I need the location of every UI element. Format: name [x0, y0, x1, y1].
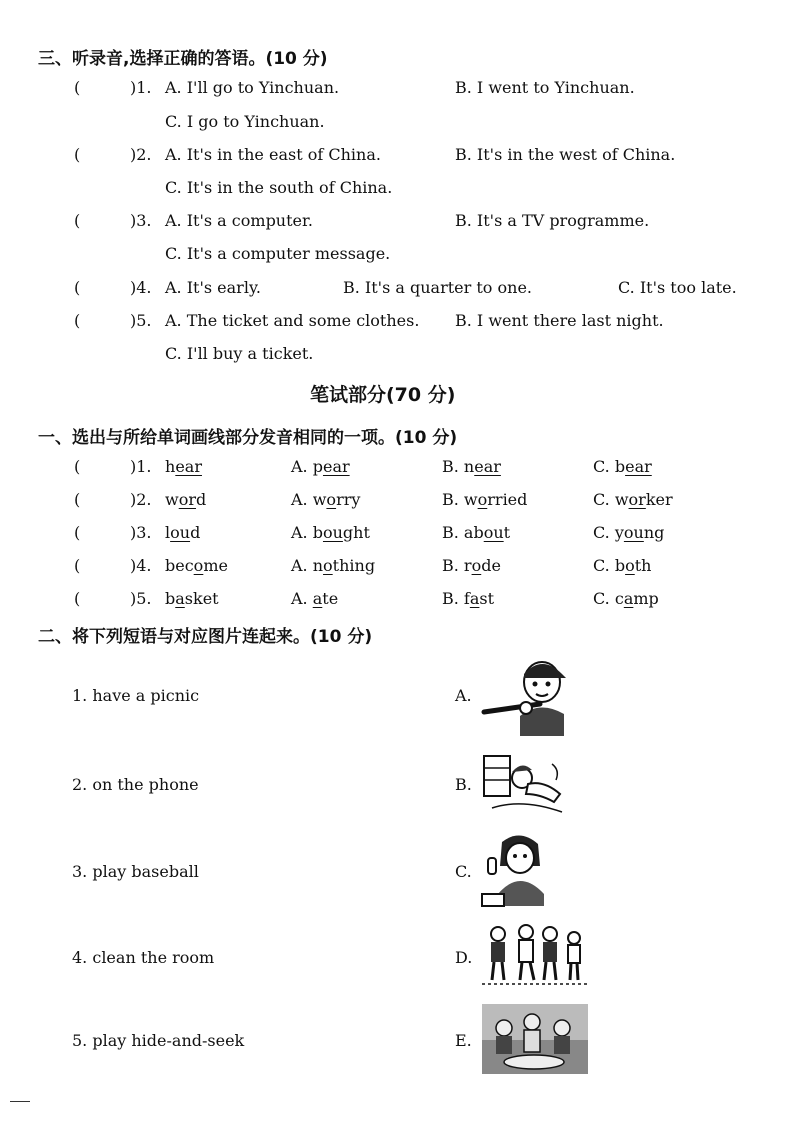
- picture-b-child-on-floor: [482, 750, 568, 820]
- match-phrase: 1. have a picnic: [72, 686, 200, 705]
- given-word: loud: [165, 523, 201, 542]
- picture-c-girl-on-phone: [480, 832, 550, 908]
- option-a: A. bought: [291, 523, 370, 542]
- option-b: B. I went there last night.: [455, 311, 664, 330]
- match-phrase: 4. clean the room: [72, 948, 215, 967]
- option-b: B. It's in the west of China.: [455, 145, 676, 164]
- listening-heading: 三、听录音,选择正确的答语。(10 分): [38, 49, 328, 69]
- item-number: )1.: [130, 457, 152, 476]
- option-b: B. worried: [442, 490, 528, 509]
- answer-bracket: (: [74, 457, 81, 476]
- option-c: C. It's in the south of China.: [165, 178, 393, 197]
- picture-e-picnic-group: [482, 1004, 588, 1074]
- item-number: )1.: [130, 78, 152, 97]
- item-number: )2.: [130, 145, 152, 164]
- option-b: B. about: [442, 523, 511, 542]
- item-number: )3.: [130, 211, 152, 230]
- written-part-title: 笔试部分(70 分): [310, 384, 456, 406]
- option-c: C. I'll buy a ticket.: [165, 344, 314, 363]
- item-number: )3.: [130, 523, 152, 542]
- match-letter: D.: [455, 948, 473, 967]
- item-number: )4.: [130, 556, 152, 575]
- answer-bracket: (: [74, 278, 81, 297]
- item-number: )4.: [130, 278, 152, 297]
- match-phrase: 2. on the phone: [72, 775, 199, 794]
- page-corner-mark: [10, 1101, 30, 1102]
- answer-bracket: (: [74, 589, 81, 608]
- option-a: A. nothing: [291, 556, 376, 575]
- matching-heading: 二、将下列短语与对应图片连起来。(10 分): [38, 627, 373, 647]
- picture-a-baseball-player: [480, 656, 580, 738]
- option-c: C. camp: [593, 589, 659, 608]
- match-letter: A.: [455, 686, 472, 705]
- option-b: B. near: [442, 457, 501, 476]
- item-number: )5.: [130, 589, 152, 608]
- option-b: B. It's a quarter to one.: [343, 278, 533, 297]
- given-word: hear: [165, 457, 202, 476]
- given-word: word: [165, 490, 207, 509]
- option-b: B. fast: [442, 589, 495, 608]
- picture-d-children-playing: [482, 920, 588, 990]
- option-c: C. It's a computer message.: [165, 244, 391, 263]
- answer-bracket: (: [74, 490, 81, 509]
- option-c: C. I go to Yinchuan.: [165, 112, 325, 131]
- phonics-heading: 一、选出与所给单词画线部分发音相同的一项。(10 分): [38, 428, 458, 448]
- option-a: A. The ticket and some clothes.: [165, 311, 420, 330]
- answer-bracket: (: [74, 145, 81, 164]
- option-c: C. It's too late.: [618, 278, 737, 297]
- option-c: C. worker: [593, 490, 673, 509]
- option-a: A. It's in the east of China.: [165, 145, 381, 164]
- option-a: A. ate: [291, 589, 339, 608]
- option-b: B. It's a TV programme.: [455, 211, 650, 230]
- item-number: )2.: [130, 490, 152, 509]
- option-a: A. It's early.: [165, 278, 261, 297]
- item-number: )5.: [130, 311, 152, 330]
- option-b: B. I went to Yinchuan.: [455, 78, 635, 97]
- answer-bracket: (: [74, 211, 81, 230]
- option-a: A. worry: [291, 490, 361, 509]
- option-c: C. bear: [593, 457, 652, 476]
- answer-bracket: (: [74, 311, 81, 330]
- option-a: A. I'll go to Yinchuan.: [165, 78, 340, 97]
- given-word: basket: [165, 589, 219, 608]
- option-b: B. rode: [442, 556, 501, 575]
- match-letter: B.: [455, 775, 472, 794]
- match-phrase: 5. play hide-and-seek: [72, 1031, 245, 1050]
- match-phrase: 3. play baseball: [72, 862, 199, 881]
- answer-bracket: (: [74, 523, 81, 542]
- match-letter: C.: [455, 862, 472, 881]
- option-c: C. both: [593, 556, 652, 575]
- option-a: A. pear: [291, 457, 350, 476]
- given-word: become: [165, 556, 228, 575]
- option-a: A. It's a computer.: [165, 211, 313, 230]
- match-letter: E.: [455, 1031, 472, 1050]
- answer-bracket: (: [74, 556, 81, 575]
- option-c: C. young: [593, 523, 665, 542]
- answer-bracket: (: [74, 78, 81, 97]
